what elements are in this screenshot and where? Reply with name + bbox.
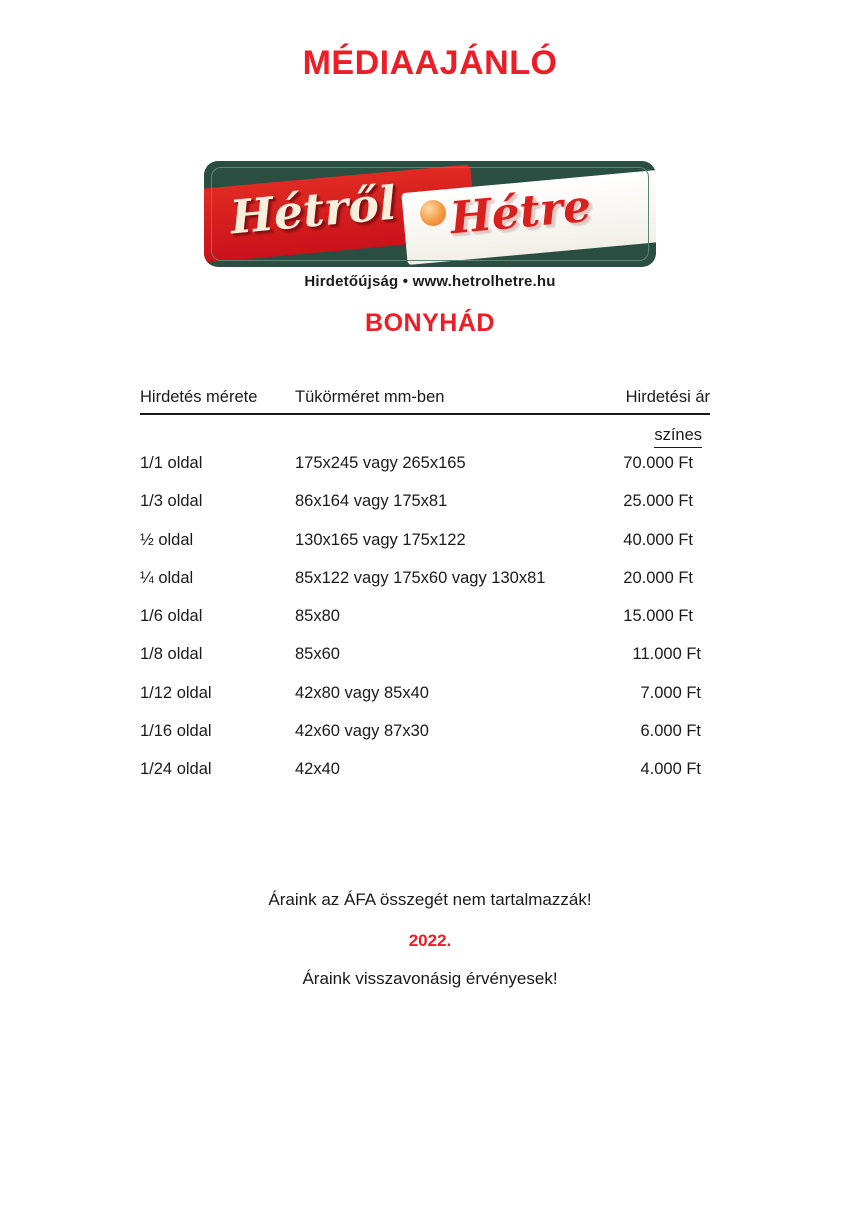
cell-dimensions: 175x245 vagy 265x165 — [295, 454, 466, 472]
cell-dimensions: 42x80 vagy 85x40 — [295, 683, 429, 702]
table-subheader-row — [140, 414, 710, 452]
table-row — [140, 492, 710, 530]
table-row — [140, 607, 710, 645]
cell-size: 1/12 oldal — [140, 683, 212, 702]
cell-size: 1/16 oldal — [140, 722, 212, 741]
logo-dot-icon — [420, 200, 446, 226]
page-title: MÉDIAAJÁNLÓ — [302, 44, 558, 82]
table-body — [140, 454, 710, 799]
cell-size: ½ oldal — [140, 530, 194, 549]
cell-price: 70.000 Ft — [623, 454, 693, 472]
column-header-size: Hirdetés mérete — [140, 388, 258, 406]
cell-price: 6.000 Ft — [640, 722, 701, 741]
validity-note: Áraink visszavonásig érvényesek! — [302, 969, 558, 988]
vat-note: Áraink az ÁFA összegét nem tartalmazzák! — [268, 890, 592, 909]
brand-logo — [0, 161, 860, 267]
year-label: 2022. — [408, 931, 452, 950]
cell-price: 4.000 Ft — [640, 760, 701, 779]
city-heading: BONYHÁD — [365, 309, 495, 337]
logo-word-right: Hétre — [447, 180, 594, 245]
rate-table — [140, 388, 710, 799]
cell-dimensions: 86x164 vagy 175x81 — [295, 492, 448, 511]
table-row — [140, 454, 710, 492]
cell-size: 1/1 oldal — [140, 454, 203, 472]
cell-dimensions: 85x60 — [295, 645, 340, 664]
table-row — [140, 722, 710, 760]
table-row — [140, 684, 710, 722]
column-header-price-sub: színes — [654, 426, 702, 448]
cell-dimensions: 85x122 vagy 175x60 vagy 130x81 — [295, 568, 546, 587]
cell-dimensions: 85x80 — [295, 607, 340, 626]
logo-box — [204, 161, 656, 267]
cell-price: 7.000 Ft — [640, 683, 701, 702]
cell-price: 20.000 Ft — [623, 568, 693, 587]
cell-price: 15.000 Ft — [623, 607, 693, 626]
cell-size: 1/3 oldal — [140, 492, 203, 511]
cell-size: ¼ oldal — [140, 568, 194, 587]
cell-dimensions: 42x40 — [295, 760, 340, 779]
cell-size: 1/24 oldal — [140, 760, 212, 779]
table-row — [140, 531, 710, 569]
table-header-row — [140, 388, 710, 414]
logo-word-left: Hétről — [227, 175, 399, 245]
table-row — [140, 760, 710, 798]
cell-price: 11.000 Ft — [632, 645, 701, 664]
cell-size: 1/8 oldal — [140, 645, 203, 664]
cell-dimensions: 130x165 vagy 175x122 — [295, 530, 466, 549]
table-row — [140, 569, 710, 607]
table-row — [140, 645, 710, 683]
footer — [0, 890, 860, 989]
column-header-dimensions: Tükörméret mm-ben — [295, 388, 445, 406]
cell-dimensions: 42x60 vagy 87x30 — [295, 722, 429, 741]
column-header-price: Hirdetési ár — [625, 388, 710, 406]
logo-tagline: Hirdetőújság • www.hetrolhetre.hu — [304, 273, 556, 290]
cell-size: 1/6 oldal — [140, 607, 203, 626]
cell-price: 25.000 Ft — [623, 492, 693, 511]
cell-price: 40.000 Ft — [623, 530, 693, 549]
